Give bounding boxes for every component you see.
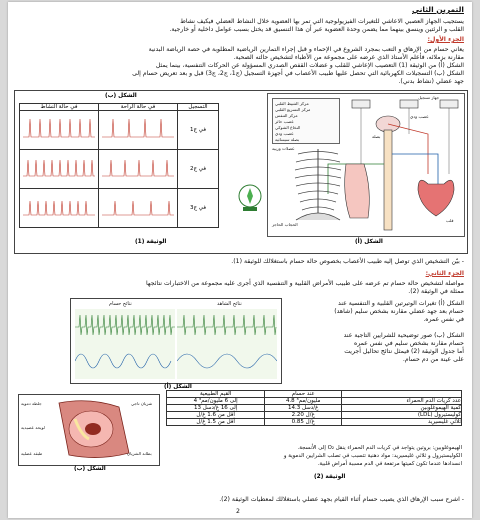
part2-heading: الجزء الثاني: (425, 270, 464, 277)
intro-line-1: يستجيب الجهاز العصبي الاعاشي للتغيرات الفيزيولوجية التي تمر بها العضوية خلال النشاط العضلي فيكيف نشاط (180, 18, 464, 25)
part2-line-1: مواصلة لتشخيص حالة حسام تم عرضه على طبيب الأمراض القلبية و التنفسية الذي أجرى عليه مجموعة من الاختبارات نتائجها (146, 280, 464, 287)
blood-cell: 2.20 غ/ل (265, 412, 342, 419)
page-number: 2 (236, 508, 240, 515)
blood-cell: 0.85 غ/ل (265, 419, 342, 426)
intro-line-2: القلب و الرئتين وينسق بينهما مما يضمن وحدة العضوية عبر أن هذا التنسيق قد يختل بسبب عوامل داخلية أو خارجية. (169, 26, 464, 33)
doc2-side-line: أما جدول الوثيقة (2) فيمثل نتائج تحاليل أجريت (344, 348, 464, 355)
document-page (8, 2, 472, 518)
blood-cell: أقل من 1.6 غ/ل (167, 412, 265, 419)
doc2-caption: الوثيقة (2) (314, 474, 346, 480)
doc2-ecg-patient (75, 309, 175, 379)
doc2-ecg-left-title: نتائج حسام (109, 301, 132, 307)
document-2-frame (14, 298, 466, 494)
part1-line-3: الشكل (أ) من الوثيقة (1) التعصيب الإعاشي للقلب و عضلات القفص الصدري المسؤولة عن الحركات التنفسية، بينما يمثل (155, 62, 464, 69)
doc2-side-line: حسام مقارنة بشخص سليم في نفس عمره (353, 340, 464, 347)
blood-col-param (342, 391, 462, 398)
doc2-note-2: الكوليستيرول و ثلاثي غليسيريد: مواد دهنية تتسبب في تصلب الشرايين الدموية و (283, 453, 462, 459)
doc2-side-line: على عينة من دم حسام. (402, 356, 464, 363)
organ-label: عصب ودي (410, 114, 429, 119)
doc1-anatomy-drawing (268, 94, 464, 236)
part1-line-5: جهد عضلي (نشاط بدني). (398, 78, 464, 85)
doc1-trace-c1-active (20, 111, 99, 150)
blood-cell: كمية الهيموغلوبين (342, 405, 462, 412)
part1-heading: الجزء الأول: (427, 36, 464, 43)
doc2-note-3: انسدادها عندما تكون كميتها مرتفعة في الدم مسببة أمراض قلبية. (317, 461, 462, 467)
organ-label: جهاز تسجيل (418, 95, 440, 100)
question-1: - بيّن التشخيص الذي توصل إليه طبيب الأعصاب بخصوص حالة حسام باستغلالك للوثيقة (1). (231, 258, 464, 265)
doc2-fig-a-label: الشكل (أ) (164, 384, 192, 390)
doc1-col-rest: في حالة الراحة (99, 104, 178, 111)
blood-cell: كوليستيرول (LDL) (342, 412, 462, 419)
doc1-trace-c1-rest (99, 111, 178, 150)
blood-cell: 4.8 مليون/مم³ (265, 398, 342, 405)
doc2-side-line: في نفس عمره. (423, 316, 464, 323)
doc1-row-c3: في ج3 (178, 189, 219, 228)
legend-item: النخاع الشوكي (275, 125, 301, 130)
doc1-trace-c2-active (20, 150, 99, 189)
organ-label: قلب (446, 218, 454, 223)
legend-item: بصلة سيسائية (275, 137, 300, 142)
blood-cell: ثلاثي غليسيريد (342, 419, 462, 426)
doc1-fig-b-label: الشكل (ب) (105, 93, 137, 99)
organ-label: عضلات وربية (272, 146, 295, 151)
part1-line-4: الشكل (ب) التسجيلات الكهربائية التي تحصل عليها طبيب الأعصاب في أجهزة التسجيل (ج1، ج2، ج3) قبل و بعد تعريض حسام إلى (132, 70, 464, 77)
artery-label: لويحة عصيدية (21, 425, 45, 430)
legend-item: عصب ودي (275, 131, 294, 136)
exercise-title: التمرين الثاني (412, 5, 464, 14)
artery-label: بطانة الشريان (127, 451, 152, 456)
blood-col-normal: القيم الطبيعية (167, 391, 265, 398)
legend-item: مركز التسريع القلبي (275, 107, 311, 112)
doc2-fig-b (18, 394, 160, 466)
doc2-side-line: الشكل (ب) صور توضيحية للشرايين التاجية عند (343, 332, 464, 339)
doc1-col-record: التسجيل (178, 104, 219, 111)
ministry-logo-icon (237, 183, 263, 213)
doc1-trace-c3-rest (99, 189, 178, 228)
blood-cell: 14.3 غ/دسل (265, 405, 342, 412)
doc2-ecg-control (177, 309, 277, 379)
legend-item: مركز التنفس (275, 113, 298, 118)
organ-label: بصلة (372, 134, 381, 139)
doc1-recordings-table (19, 103, 219, 228)
blood-cell: 4 إلى 6 مليون/مم³ (167, 398, 265, 405)
document-1-frame (14, 90, 468, 254)
blood-col-patient: عند حسام (265, 391, 342, 398)
doc1-fig-a-diagram (267, 93, 465, 237)
artery-label: جلطة دموية (21, 401, 42, 406)
part1-line-2: مقارنة بزملائه، فأعلم الأستاذ الذي عرضه على مجموعة من الأطباء لتشخيص حالته الصحية. (233, 54, 464, 61)
doc1-trace-c3-active (20, 189, 99, 228)
blood-cell: عدد كريات الدم الحمراء (342, 398, 462, 405)
doc2-blood-test-table (166, 390, 462, 426)
doc1-row-c2: في ج2 (178, 150, 219, 189)
doc2-note-1: الهيموغلوبين: بروتين يتواجد في كريات الدم الحمراء ينقل O₂ إلى الأنسجة. (297, 445, 462, 451)
question-2: - اشرح سبب الإرهاق الذي يصيب حسام أثناء القيام بجهد عضلي باستغلالك لمعطيات الوثيقة (2). (219, 496, 464, 503)
legend-item: عصب حائر (275, 119, 294, 124)
doc1-trace-c2-rest (99, 150, 178, 189)
doc2-side-line: حسام بعد جهد عضلي مقارنة بشخص سليم (شاهد) (334, 308, 464, 315)
doc2-ecg-right-title: نتائج الشاهد (217, 301, 242, 307)
doc1-caption: الوثيقة (1) (135, 239, 167, 245)
part1-line-1: يعاني حسام من الإرهاق و التعب بمجرد الشروع في الإحماء و قبل إجراء التمارين الرياضية المطلوبة في حصة الرياضة البدنية (148, 46, 464, 53)
blood-cell: 13 إلى 16 غ/دسل (167, 405, 265, 412)
doc2-fig-a (70, 298, 282, 384)
doc1-col-activity: في حالة النشاط (20, 104, 99, 111)
doc2-side-line: الشكل (أ) تغيرات الوتيرتين القلبية و التنفسية عند (338, 300, 464, 307)
artery-label: طبقة عضلية (21, 451, 43, 456)
artery-label: شريان تاجي (131, 401, 153, 406)
doc1-fig-a-label: الشكل (أ) (355, 239, 383, 245)
part2-line-2: ممثلة في الوثيقة (2). (408, 288, 464, 295)
doc1-row-c1: في ج1 (178, 111, 219, 150)
legend-item: مركز التثبيط القلبي (275, 101, 309, 106)
doc2-fig-b-label: الشكل (ب) (74, 466, 106, 472)
organ-label: الحجاب الحاجز (272, 222, 298, 227)
blood-cell: أقل من 1.5 غ/ل (167, 419, 265, 426)
